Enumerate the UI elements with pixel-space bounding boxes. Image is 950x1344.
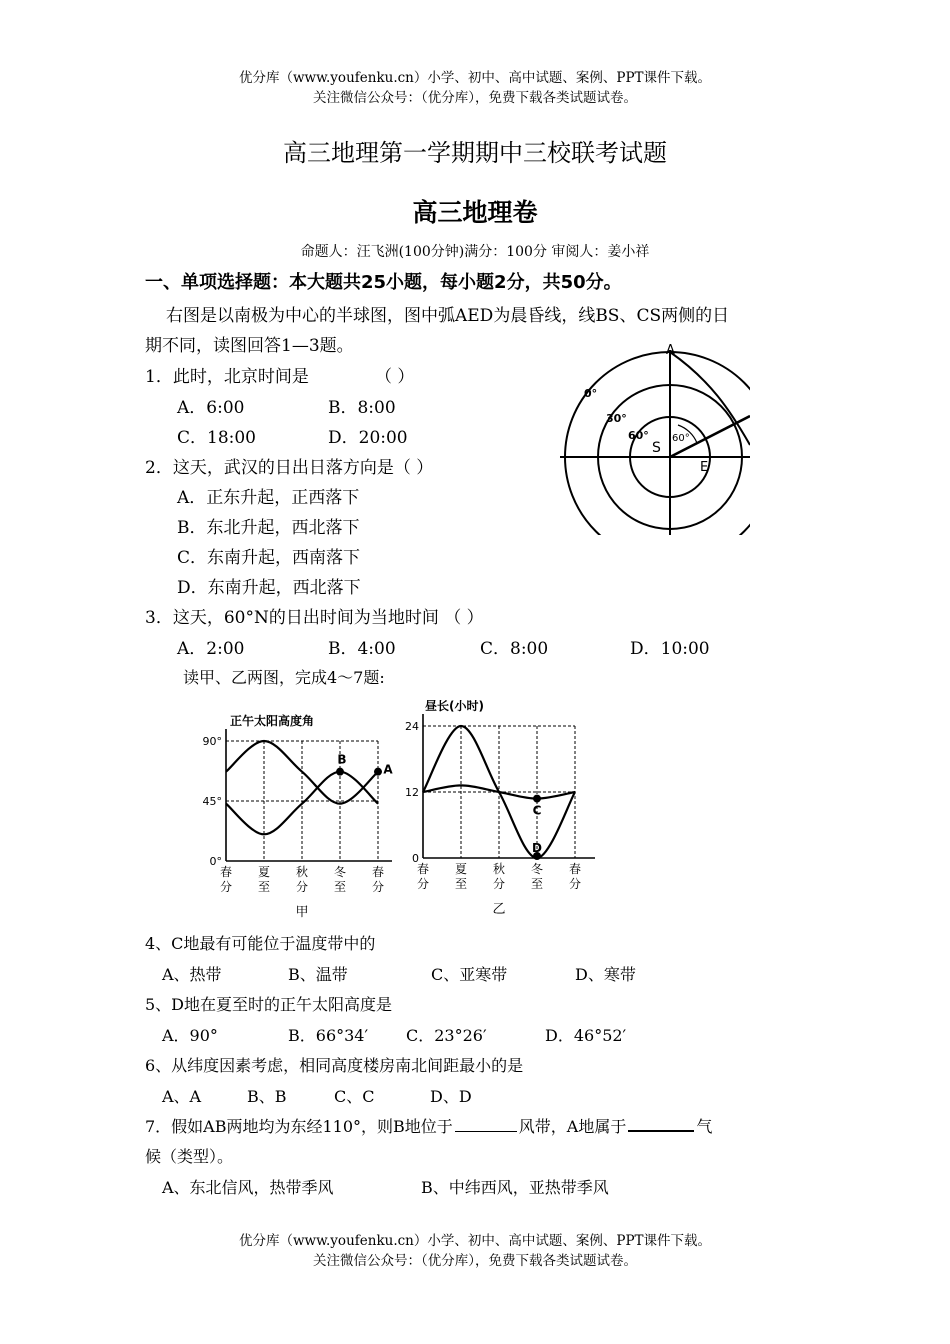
q6-stem: 6、从纬度因素考虑，相同高度楼房南北间距最小的是 (145, 1056, 524, 1075)
chart-caption: 乙 (492, 902, 506, 917)
q4-stem: 4、C地最有可能位于温度带中的 (145, 934, 376, 953)
x-tick-label: 春 (371, 865, 385, 879)
x-tick-label: 至 (454, 877, 468, 891)
q3-option-a: A．2:00 (177, 639, 245, 659)
point-marker-A (374, 768, 382, 776)
q7-stem-part2: 风带，A地属于 (518, 1117, 627, 1136)
x-tick-label: 春 (416, 862, 430, 876)
q2-option-b: B．东北升起，西北落下 (177, 518, 360, 538)
q4-option-b: B、温带 (288, 965, 348, 984)
x-tick-label: 冬 (333, 865, 347, 879)
y-tick-label: 0° (209, 855, 222, 868)
y-tick-label: 90° (202, 735, 222, 748)
x-tick-label: 分 (371, 880, 385, 894)
section-heading: 一、单项选择题：本大题共25小题，每小题2分，共50分。 (145, 272, 622, 293)
x-tick-label: 至 (257, 880, 271, 894)
q2-option-d: D．东南升起，西北落下 (177, 578, 361, 598)
q1-option-c: C．18:00 (177, 428, 256, 448)
point-label-C: C (532, 803, 542, 818)
q7-stem-part3: 气 (696, 1117, 713, 1136)
x-tick-label: 夏 (454, 862, 468, 876)
point-label-B: B (337, 752, 347, 767)
chart-title: 正午太阳高度角 (230, 714, 315, 728)
x-tick-label: 夏 (257, 865, 271, 879)
q2-option-c: C．东南升起，西南落下 (177, 548, 361, 568)
q5-option-d: D．46°52′ (545, 1026, 627, 1045)
q4-option-c: C、亚寒带 (431, 965, 508, 984)
q5-stem: 5、D地在夏至时的正午太阳高度是 (145, 995, 393, 1014)
x-tick-label: 春 (219, 865, 233, 879)
x-tick-label: 分 (295, 880, 309, 894)
q7-option-b: B、中纬西风，亚热带季风 (421, 1178, 609, 1197)
q7-stem-line2: 候（类型）。 (145, 1147, 234, 1166)
x-tick-label: 春 (568, 862, 582, 876)
y-tick-label: 12 (405, 786, 419, 799)
x-tick-label: 至 (333, 880, 347, 894)
q7-blank-2[interactable] (628, 1130, 694, 1132)
q1-stem: 1．此时，北京时间是 (145, 367, 309, 387)
q3-option-c: C．8:00 (480, 639, 549, 659)
footer-line-1: 优分库（www.youfenku.cn）小学、初中、高中试题、案例、PPT课件下载。 (238, 1233, 712, 1249)
q3-option-b: B．4:00 (328, 639, 396, 659)
q1-paren: （ ） (375, 367, 415, 387)
point-label-A: A (383, 762, 393, 777)
x-tick-label: 冬 (530, 862, 544, 876)
q7-stem-line1 (145, 1114, 712, 1137)
label-a: A (666, 343, 675, 358)
q2-option-a: A．正东升起，正西落下 (177, 488, 360, 508)
q1-option-b: B．8:00 (328, 398, 396, 418)
q7-stem-part1: 7．假如AB两地均为东经110°，则B地位于 (145, 1117, 453, 1136)
exam-authors: 命题人：汪飞洲(100分钟)满分：100分 审阅人：姜小祥 (300, 244, 650, 260)
label-lat0: 0° (584, 387, 598, 400)
exam-subtitle: 高三地理卷 (412, 198, 538, 227)
q6-option-b: B、B (247, 1087, 287, 1106)
q7-option-a: A、东北信风，热带季风 (162, 1178, 334, 1197)
chart-caption: 甲 (295, 905, 309, 920)
q6-option-c: C、C (334, 1087, 375, 1106)
q1-option-a: A．6:00 (177, 398, 245, 418)
y-tick-label: 45° (202, 795, 222, 808)
q5-option-c: C．23°26′ (406, 1026, 487, 1045)
header-line-1: 优分库（www.youfenku.cn）小学、初中、高中试题、案例、PPT课件下载。 (238, 70, 712, 86)
point-label-D: D (532, 841, 542, 855)
label-s: S (652, 440, 661, 456)
label-angle: 60° (672, 433, 690, 444)
q2-stem: 2．这天，武汉的日出日落方向是（ ） (145, 458, 434, 478)
q6-option-d: D、D (430, 1087, 472, 1106)
q5-option-a: A．90° (162, 1026, 218, 1045)
x-tick-label: 分 (568, 877, 582, 891)
intro-line-2: 期不同，读图回答1—3题。 (145, 336, 354, 356)
footer-line-2: 关注微信公众号：（优分库），免费下载各类试题试卷。 (313, 1253, 637, 1269)
x-tick-label: 秋 (492, 862, 506, 876)
q7-blank-1[interactable] (455, 1131, 517, 1132)
q4-option-a: A、热带 (162, 965, 222, 984)
polar-map-diagram (560, 340, 750, 535)
q4-option-d: D、寒带 (575, 965, 636, 984)
label-e: E (700, 460, 709, 475)
y-tick-label: 0 (412, 852, 419, 865)
header-line-2: 关注微信公众号：（优分库），免费下载各类试题试卷。 (313, 90, 637, 106)
point-marker-B (336, 768, 344, 776)
q5-option-b: B．66°34′ (288, 1026, 369, 1045)
chart-title: 昼长(小时) (425, 700, 484, 713)
x-tick-label: 分 (219, 880, 233, 894)
series-line-A (226, 741, 378, 804)
point-marker-C (533, 795, 541, 803)
q3-option-d: D．10:00 (630, 639, 710, 659)
charts-figure (195, 700, 605, 925)
q3-stem: 3．这天，60°N的日出时间为当地时间 （ ） (145, 608, 484, 628)
x-tick-label: 至 (530, 877, 544, 891)
q1-option-d: D．20:00 (328, 428, 408, 448)
exam-title: 高三地理第一学期期中三校联考试题 (283, 139, 667, 167)
x-tick-label: 分 (492, 877, 506, 891)
intro-line-1: 右图是以南极为中心的半球图，图中弧AED为晨昏线，线BS、CS两侧的日 (166, 306, 730, 326)
label-lat60: 60° (628, 429, 649, 442)
x-tick-label: 秋 (295, 865, 309, 879)
y-tick-label: 24 (405, 720, 419, 733)
q6-option-a: A、A (162, 1087, 202, 1106)
x-tick-label: 分 (416, 877, 430, 891)
intro-q4-7: 读甲、乙两图，完成4～7题: (183, 668, 385, 687)
label-lat30: 30° (606, 412, 627, 425)
